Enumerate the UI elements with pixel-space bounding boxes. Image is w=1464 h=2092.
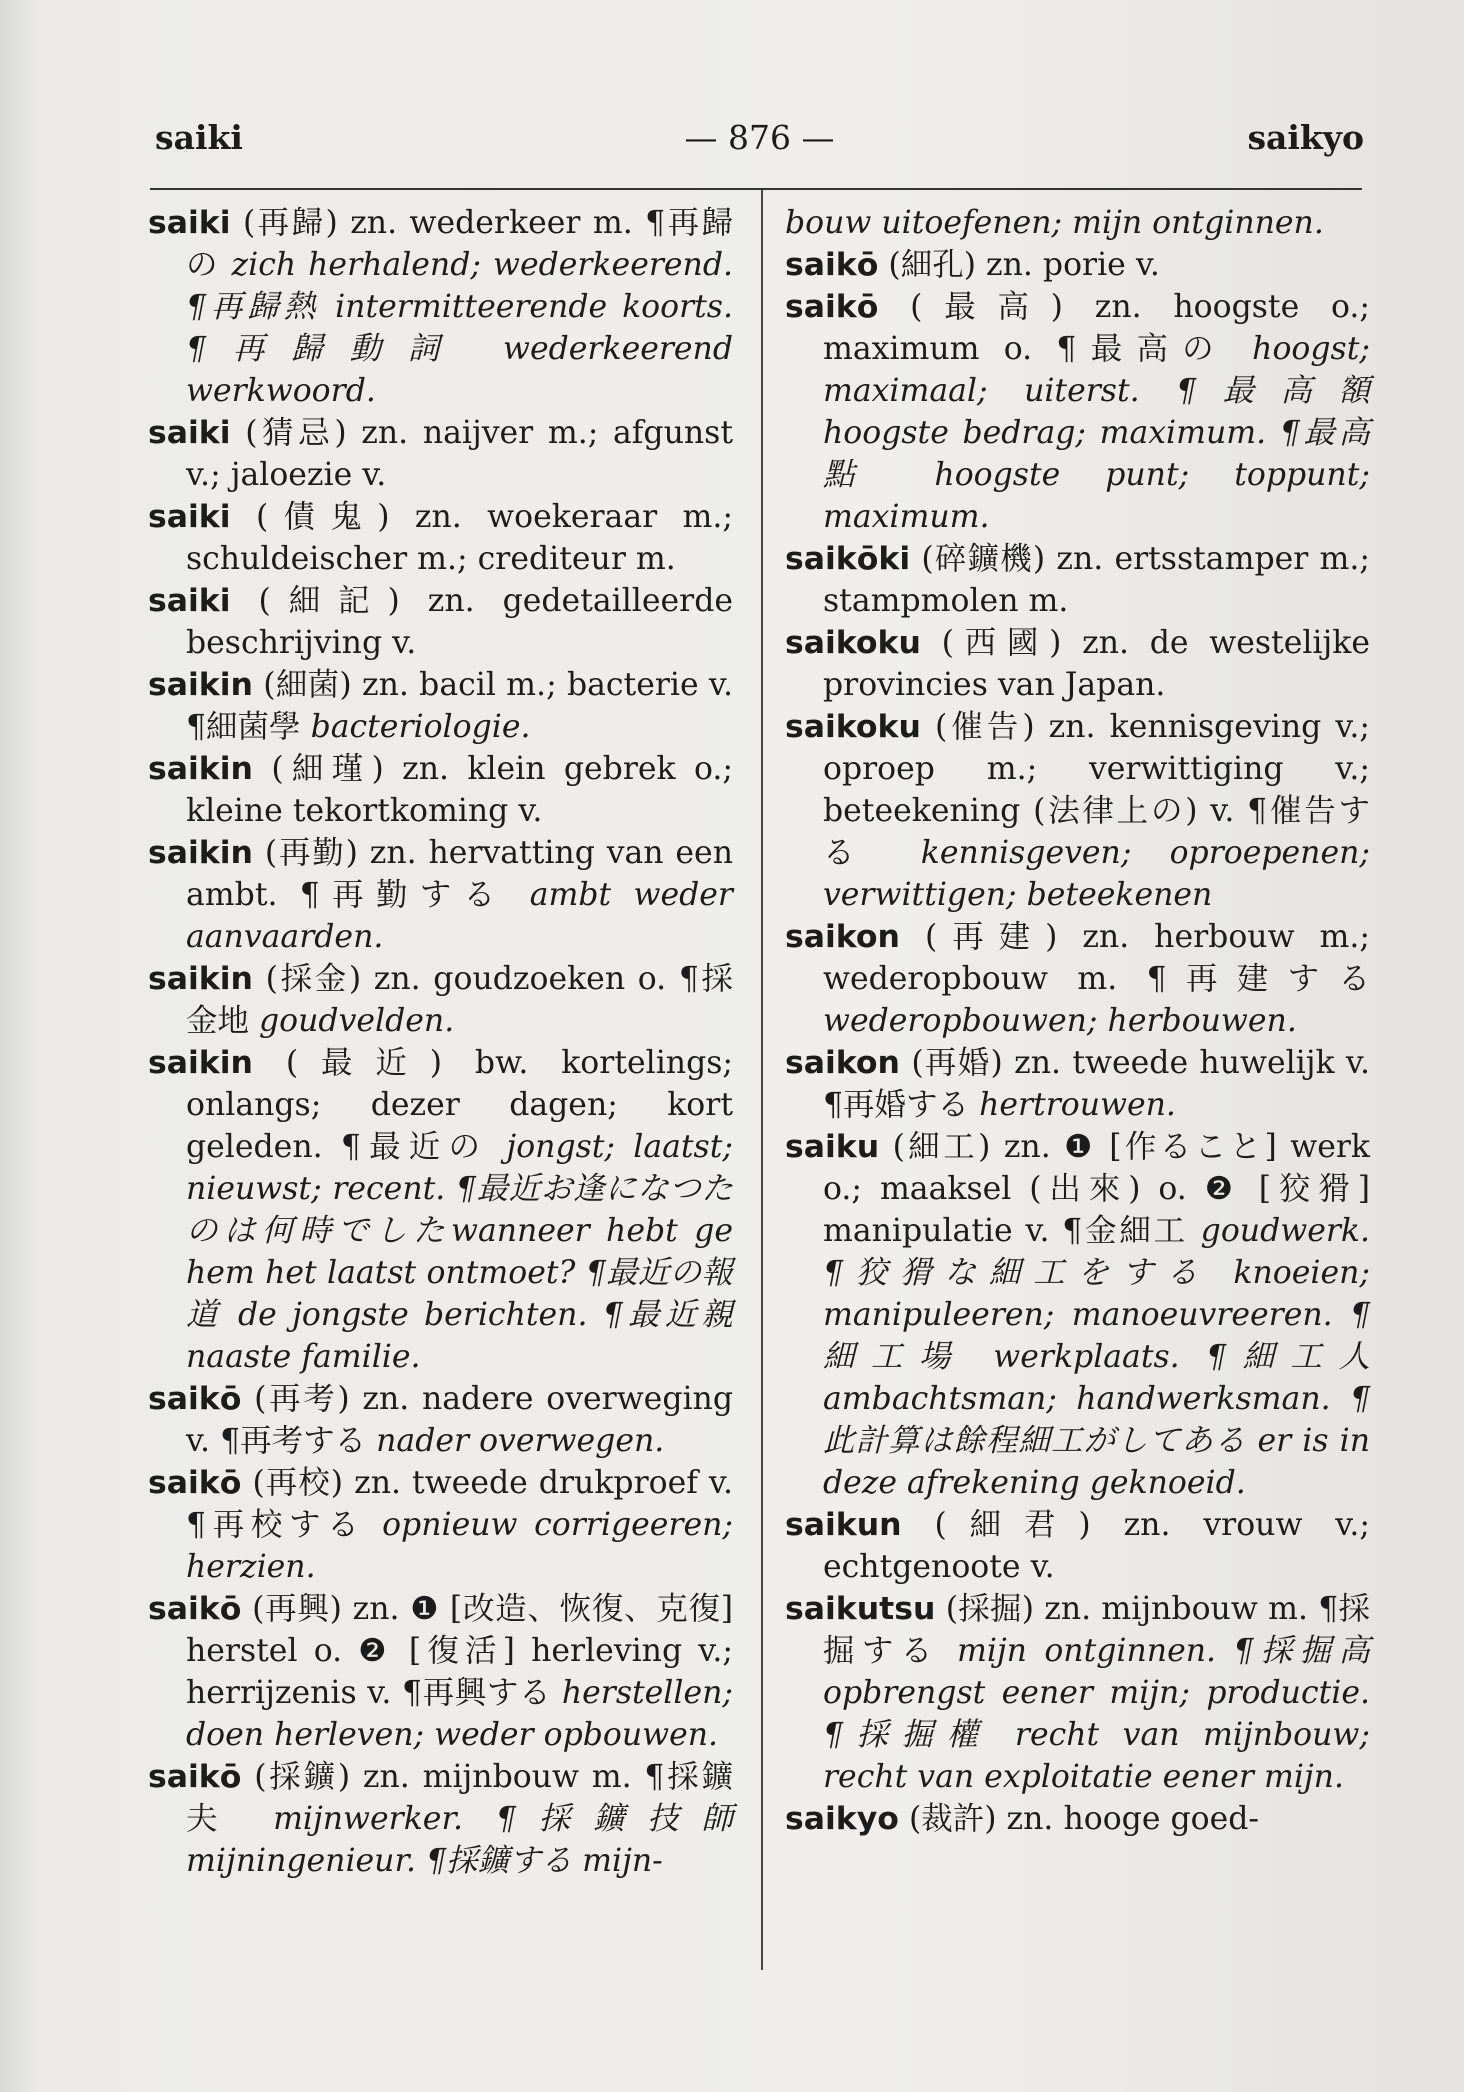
entry-definition: (細記) zn. gedetailleerde beschrijving v. [186, 583, 734, 661]
entry-headword: saikin [148, 751, 253, 787]
entry-headword: saikō [148, 1591, 242, 1627]
entry-definition: (猜忌) zn. naijver m.; afgunst v.; jaloezie v. [186, 415, 733, 493]
entry-definition: (再歸) zn. wederkeer m. ¶再歸の [186, 205, 733, 283]
dictionary-entry [148, 580, 733, 664]
dictionary-entry [785, 286, 1370, 538]
entry-headword: saikoku [785, 709, 921, 745]
entry-translation: bacteriologie. [310, 709, 531, 745]
entry-definition: (碎鑛機) zn. ertsstamper m.; stampmolen m. [823, 541, 1370, 619]
entry-translation: herstellen; doen herleven; weder opbouwen. [186, 1675, 733, 1753]
entry-translation: goudvelden. [259, 1003, 455, 1039]
entry-definition: (細孔) zn. porie v. [888, 247, 1160, 283]
entry-definition: (催告) zn. kennisgeving v.; oproep m.; verwittiging v.; beteekening (法律上の) v. ¶催告する [823, 709, 1370, 871]
entry-headword: saikō [785, 289, 879, 325]
entry-definition: (採掘) zn. mijnbouw m. ¶採掘する [823, 1591, 1371, 1669]
header-left-guideword: saiki [155, 118, 243, 157]
column-divider [761, 190, 763, 1970]
entry-definition: (再興) zn. ❶ [改造、恢復、克復] herstel o. ❷ [復活] herleving v.; herrijzenis v. ¶再興する [186, 1591, 733, 1711]
dictionary-entry [148, 832, 733, 958]
dictionary-entry [785, 1126, 1370, 1504]
page-number: — 876 — [684, 118, 835, 157]
entry-definition: (再婚) zn. tweede huwelijk v. ¶再婚する [823, 1045, 1370, 1123]
entry-definition: (裁許) zn. hooge goed- [908, 1801, 1260, 1837]
page-header [155, 118, 1364, 168]
entry-definition: (採鑛) zn. mijnbouw m. ¶採鑛夫 [186, 1759, 734, 1837]
entry-headword: saikō [785, 247, 879, 283]
entry-headword: saikin [148, 667, 253, 703]
header-rule [150, 188, 1362, 190]
dictionary-entry [785, 622, 1370, 706]
entry-headword: saiki [148, 583, 231, 619]
dictionary-entry [785, 244, 1370, 286]
entry-translation: mijn ontginnen. ¶採掘高 opbrengst eener mijn; productie. ¶採掘權 recht van mijnbouw; recht van exploitatie eener mijn. [823, 1633, 1371, 1795]
entry-translation: hertrouwen. [979, 1087, 1176, 1123]
entry-definition: (細菌) zn. bacil m.; bacterie v. ¶細菌學 [186, 667, 733, 745]
entry-headword: saiki [148, 499, 231, 535]
entry-translation: opnieuw corrigeeren; herzien. [186, 1507, 733, 1585]
entry-definition: (再考) zn. nadere overweging v. ¶再考する [186, 1381, 734, 1459]
dictionary-entry [785, 1798, 1370, 1840]
entry-headword: saiki [148, 415, 231, 451]
entry-definition: (再校) zn. tweede drukproef v. ¶再校する [186, 1465, 733, 1543]
entry-headword: saikōki [785, 541, 911, 577]
entry-headword: saikin [148, 1045, 253, 1081]
dictionary-entry [785, 1504, 1370, 1588]
dictionary-entry [148, 748, 733, 832]
entry-translation: jongst; laatst; nieuwst; recent. ¶最近お逢になつたのは何時でしたwanneer hebt ge hem het laatst ontmoet? ¶最近の報道 de jongste berichten. ¶最近親 naaste familie. [186, 1129, 733, 1375]
entry-headword: saiki [148, 205, 231, 241]
entry-definition: (再建) zn. herbouw m.; wederopbouw m. ¶再建する [823, 919, 1371, 997]
entry-translation: kennisgeven; oproepenen; verwittigen; beteekenen [823, 835, 1370, 913]
entry-definition: (細工) zn. ❶ [作ること] werk o.; maaksel (出來) o. ❷ [狡猾] manipulatie v. ¶金細工 [823, 1129, 1370, 1249]
dictionary-entry [148, 1756, 733, 1882]
entry-headword: saikon [785, 919, 900, 955]
entry-definition: (再勤) zn. hervatting van een ambt. ¶再勤する [186, 835, 733, 913]
dictionary-entry [148, 412, 733, 496]
entry-headword: saiku [785, 1129, 880, 1165]
dictionary-entry [148, 1588, 733, 1756]
entry-definition: (細君) zn. vrouw v.; echtgenoote v. [823, 1507, 1370, 1585]
dictionary-entry [785, 1042, 1370, 1126]
dictionary-entry [148, 1042, 733, 1378]
dictionary-entry [148, 202, 733, 412]
entry-definition: (採金) zn. goudzoeken o. ¶採金地 [186, 961, 734, 1039]
entry-translation: zich herhalend; wederkeerend. ¶再歸熱 intermitteerende koorts. ¶再歸動詞 wederkeerend werkwoord. [186, 247, 734, 409]
entry-headword: saikon [785, 1045, 900, 1081]
entry-headword: saikun [785, 1507, 902, 1543]
entry-translation: hoogst; maximaal; uiterst. ¶最高額 hoogste bedrag; maximum. ¶最高點 hoogste punt; toppunt; maximum. [823, 331, 1370, 535]
dictionary-entry [785, 916, 1370, 1042]
entry-translation: wederopbouwen; herbouwen. [823, 1003, 1297, 1039]
entry-definition: (細瑾) zn. klein gebrek o.; kleine tekortkoming v. [186, 751, 733, 829]
entry-headword: saikō [148, 1465, 242, 1501]
entry-headword: saikō [148, 1381, 242, 1417]
entry-headword: saikoku [785, 625, 921, 661]
entry-headword: saikin [148, 961, 253, 997]
entry-translation: ambt weder aanvaarden. [186, 877, 733, 955]
entry-definition: (最高) zn. hoogste o.; maximum o. ¶最高の [823, 289, 1371, 367]
left-column [148, 202, 733, 1882]
dictionary-entry [148, 1378, 733, 1462]
entry-definition: (債鬼) zn. woekeraar m.; schuldeischer m.; crediteur m. [186, 499, 734, 577]
entry-definition: (西國) zn. de westelijke provincies van Japan. [823, 625, 1370, 703]
entry-translation: nader overwegen. [376, 1423, 665, 1459]
entry-translation: goudwerk. ¶狡猾な細工をする knoeien; manipuleeren; manoeuvreeren. ¶細工場 werkplaats. ¶細工人 ambachtsman; handwerksman. ¶此計算は餘程細工がしてある er is in deze afrekening geknoeid. [823, 1213, 1370, 1501]
dictionary-entry [148, 664, 733, 748]
entry-headword: saikyo [785, 1801, 899, 1837]
dictionary-entry [785, 538, 1370, 622]
dictionary-entry [785, 202, 1370, 244]
dictionary-entry [148, 958, 733, 1042]
header-right-guideword: saikyo [1247, 118, 1364, 157]
dictionary-entry [148, 1462, 733, 1588]
entry-translation: mijnwerker. ¶採鑛技師 mijningenieur. ¶採鑛する mijn- [186, 1801, 733, 1879]
dictionary-entry [785, 1588, 1370, 1798]
entry-headword: saikin [148, 835, 253, 871]
right-column [785, 202, 1370, 1840]
entry-translation: bouw uitoefenen; mijn ontginnen. [785, 205, 1324, 241]
entry-definition: (最近) bw. kortelings; onlangs; dezer dagen; kort geleden. ¶最近の [186, 1045, 734, 1165]
entry-headword: saikō [148, 1759, 242, 1795]
entry-headword: saikutsu [785, 1591, 936, 1627]
dictionary-entry [148, 496, 733, 580]
dictionary-entry [785, 706, 1370, 916]
